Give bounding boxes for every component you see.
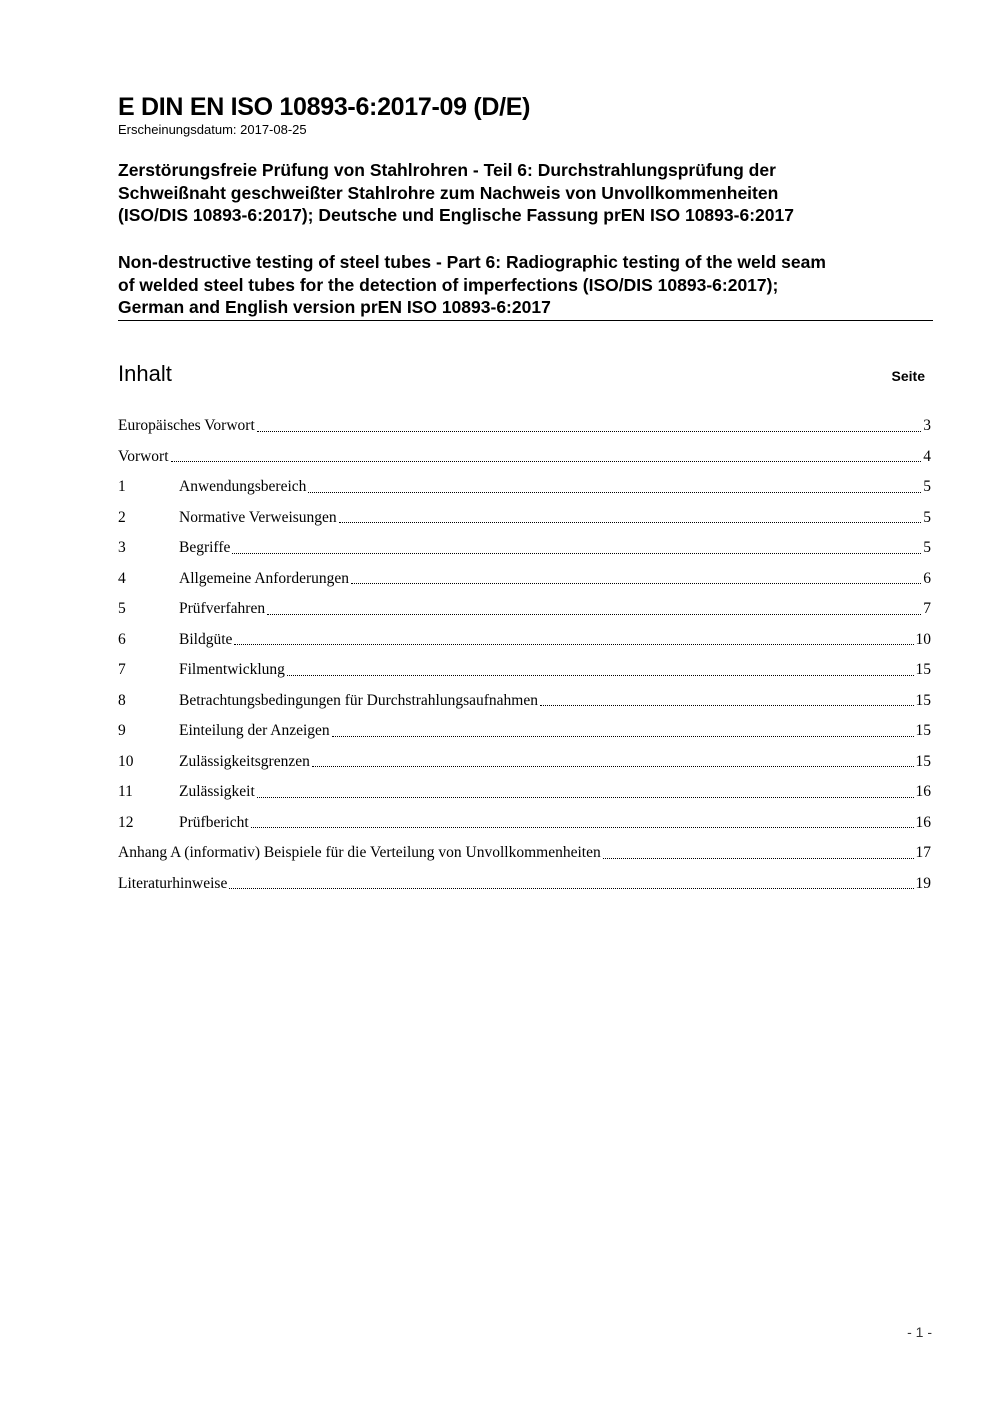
toc-entry[interactable] [118,686,931,717]
toc-entry-title: Normative Verweisungen [179,508,337,526]
toc-dot-leader [287,675,914,676]
title-divider [118,320,933,321]
page-number: - 1 - [907,1324,932,1340]
table-of-contents [118,411,931,899]
toc-entry-title: Begriffe [179,539,231,557]
toc-entry-page: 7 [923,600,931,618]
toc-entry-title: Betrachtungsbedingungen für Durchstrahlungsaufnahmen [179,691,538,709]
title-german-line: Zerstörungsfreie Prüfung von Stahlrohren - Teil 6: Durchstrahlungsprüfung der [118,160,776,180]
toc-entry-title: Europäisches Vorwort [118,417,255,435]
title-english-line: of welded steel tubes for the detection of imperfections (ISO/DIS 10893-6:2017); [118,274,779,295]
toc-dot-leader [332,736,914,737]
toc-entry[interactable] [118,564,931,595]
toc-entry[interactable] [118,472,931,503]
toc-entry-page: 15 [915,722,931,740]
toc-heading: Inhalt [118,361,172,386]
toc-entry[interactable] [118,625,931,656]
title-english-line: German and English version prEN ISO 10893-6:2017 [118,297,551,317]
toc-entry-title: Filmentwicklung [179,661,285,679]
title-english [118,251,933,319]
toc-dot-leader [351,583,921,584]
toc-dot-leader [312,766,914,767]
toc-dot-leader [308,492,921,493]
title-german-line: (ISO/DIS 10893-6:2017); Deutsche und Englische Fassung prEN ISO 10893-6:2017 [118,205,794,225]
toc-entry-page: 5 [923,508,931,526]
toc-entry-page: 5 [923,539,931,557]
toc-entry-page: 5 [923,478,931,496]
toc-entry-title: Anhang A (informativ) Beispiele für die Verteilung von Unvollkommenheiten [118,844,601,862]
toc-entry[interactable] [118,655,931,686]
toc-entry-page: 15 [915,691,931,709]
toc-entry-number: 7 [118,661,126,679]
toc-entry-number: 1 [118,478,126,496]
toc-dot-leader [229,888,913,889]
toc-entry-page: 3 [923,417,931,435]
toc-entry-page: 16 [915,813,931,831]
title-english-line: Non-destructive testing of steel tubes - Part 6: Radiographic testing of the weld seam [118,252,826,272]
toc-dot-leader [232,553,921,554]
toc-entry-page: 15 [915,752,931,770]
toc-entry-title: Anwendungsbereich [179,478,307,496]
toc-dot-leader [339,522,922,523]
toc-entry-number: 3 [118,539,126,557]
toc-entry-number: 2 [118,508,126,526]
toc-entry-number: 11 [118,783,133,801]
toc-entry-title: Einteilung der Anzeigen [179,722,330,740]
publication-date: Erscheinungsdatum: 2017-08-25 [118,122,307,137]
title-german-line: Schweißnaht geschweißter Stahlrohre zum Nachweis von Unvollkommenheiten [118,182,779,203]
toc-entry-number: 4 [118,569,126,587]
toc-dot-leader [603,858,914,859]
toc-dot-leader [234,644,913,645]
toc-entry[interactable] [118,777,931,808]
toc-dot-leader [257,797,914,798]
toc-entry-title: Allgemeine Anforderungen [179,569,350,587]
toc-entry[interactable] [118,411,931,442]
toc-entry-title: Vorwort [118,447,169,465]
document-code: E DIN EN ISO 10893-6:2017-09 (D/E) [118,93,531,121]
toc-entry-title: Prüfverfahren [179,600,266,618]
title-german [118,159,933,227]
toc-dot-leader [251,827,914,828]
toc-entry-page: 16 [915,783,931,801]
toc-entry-number: 12 [118,813,134,831]
toc-entry-number: 9 [118,722,126,740]
toc-dot-leader [257,431,921,432]
toc-entry-number: 6 [118,630,126,648]
toc-page-label: Seite [891,368,925,384]
toc-entry-page: 6 [923,569,931,587]
toc-entry[interactable] [118,594,931,625]
toc-entry[interactable] [118,533,931,564]
toc-entry-page: 10 [915,630,931,648]
toc-entry-page: 19 [915,874,931,892]
toc-entry-page: 15 [915,661,931,679]
toc-entry[interactable] [118,503,931,534]
toc-entry-page: 4 [923,447,931,465]
toc-dot-leader [267,614,921,615]
toc-entry-number: 5 [118,600,126,618]
toc-dot-leader [540,705,914,706]
toc-entry-title: Bildgüte [179,630,233,648]
toc-entry-number: 8 [118,691,126,709]
toc-dot-leader [171,461,922,462]
toc-entry[interactable] [118,442,931,473]
toc-entry-page: 17 [915,844,931,862]
toc-entry[interactable] [118,716,931,747]
toc-entry-title: Prüfbericht [179,813,249,831]
toc-entry[interactable] [118,747,931,778]
toc-entry[interactable] [118,869,931,900]
toc-entry[interactable] [118,808,931,839]
toc-entry[interactable] [118,838,931,869]
toc-entry-number: 10 [118,752,134,770]
toc-entry-title: Zulässigkeitsgrenzen [179,752,310,770]
toc-entry-title: Literaturhinweise [118,874,228,892]
toc-entry-title: Zulässigkeit [179,783,255,801]
